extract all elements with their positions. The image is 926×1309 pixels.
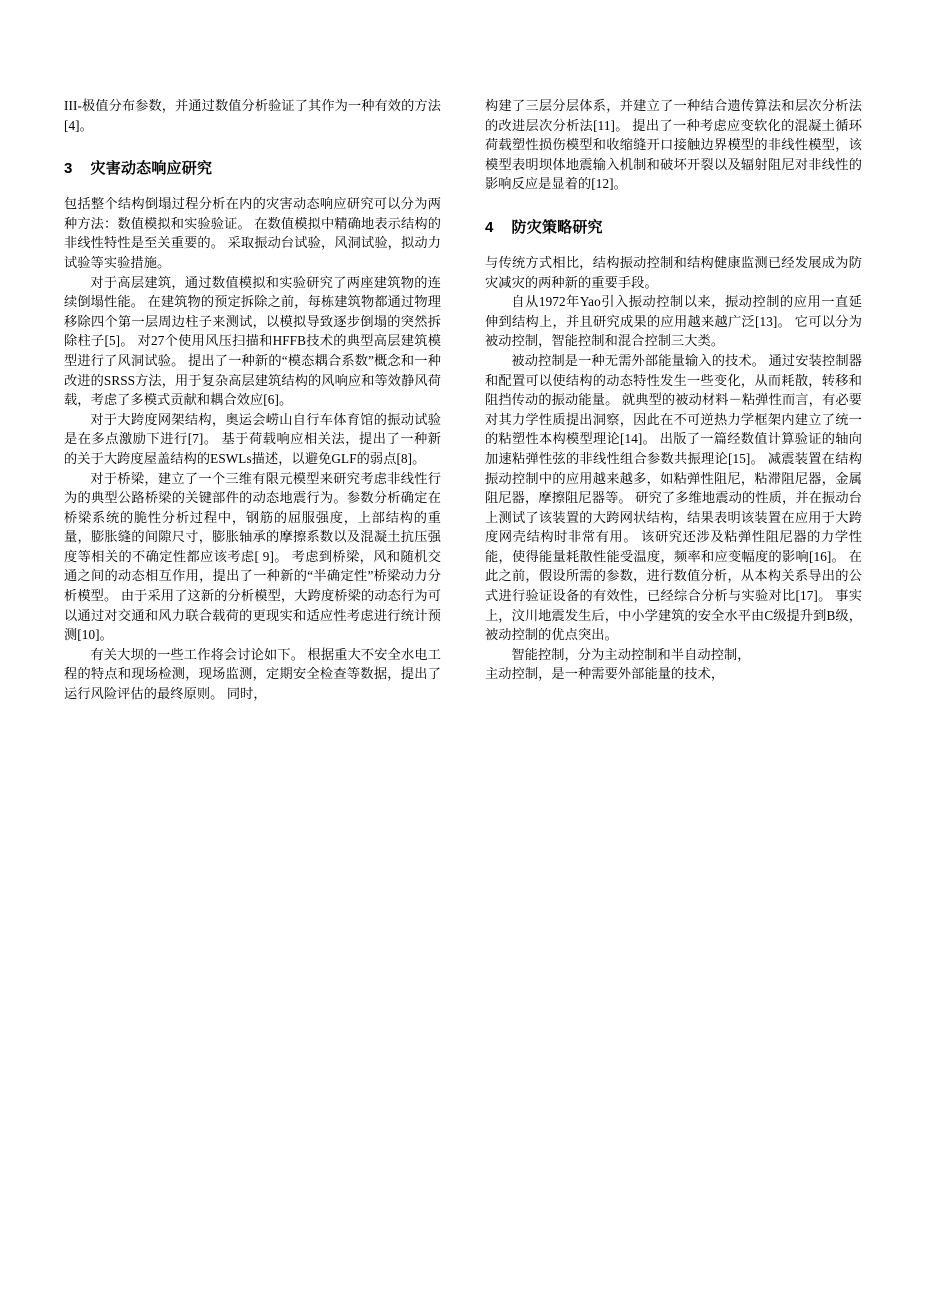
section-title-3: 灾害动态响应研究: [90, 160, 213, 178]
paragraph-s3-3: 对于桥梁，建立了一个三维有限元模型来研究考虑非线性行为的典型公路桥梁的关键部件的动态地震行为。参数分析确定在桥梁系统的脆性分析过程中，钢筋的屈服强度，上部结构的重量，膨胀缝的间隙尺寸，膨胀轴承的摩擦系数以及混凝土抗压强度等相关的不确定性都应该考虑[ 9]。 考虑到桥梁，风和随机交通之间的动态相互作用，提出了一种新的“半确定性”桥梁动力分析模型。 由于采用了这新的分析模型，大跨度桥梁的动态行为可以通过对交通和风力联合载荷的更现实和适应性考虑进行统计预测[10]。: [64, 470, 441, 643]
paragraph-s4-1: 自从1972年Yao引入振动控制以来，振动控制的应用一直延伸到结构上，并且研究成果的应用越来越广泛[13]。 它可以分为被动控制，智能控制和混合控制三大类。: [485, 294, 862, 349]
paragraph-s3-4: 有关大坝的一些工作将会讨论如下。 根据重大不安全水电工程的特点和现场检测，现场监测，定期安全检查等数据，提出了运行风险评估的最终原则。 同时，: [64, 646, 441, 702]
two-column-layout: [64, 96, 862, 704]
paragraph-s4-2: 被动控制是一种无需外部能量输入的技术。 通过安装控制器和配置可以使结构的动态特性发生一些变化，从而耗散，转移和阻挡传动的振动能量。 就典型的被动材料－粘弹性而言，有必要对其力学性质提出洞察，因此在不可逆热力学框架内建立了统一的粘塑性本构模型理论[14]。 出版了一篇经数值计算验证的轴向加速粘弹性弦的非线性组合参数共振理论[15]。 减震装置在结构振动控制中的应用越来越多，如粘弹性阻尼，粘滞阻尼器，金属阻尼器，摩擦阻尼器等。 研究了多维地震动的性质，并在振动台上测试了该装置的大跨网状结构，结果表明该装置在应用于大跨度网壳结构时非常有用。 该研究还涉及粘弹性阻尼器的力学性能，使得能量耗散性能受温度，频率和应变幅度的影响[16]。 在此之前，假设所需的参数，进行数值分析，从本构关系导出的公式进行验证设备的有效性，已经综合分析与实验对比[17]。 事实上，汶川地震发生后，中小学建筑的安全水平由C级提升到B级，被动控制的优点突出。: [485, 352, 862, 643]
section-heading-4: [485, 216, 862, 237]
section-title-4: 防灾策略研究: [511, 218, 603, 236]
paragraph-s3-2: 对于大跨度网架结构，奥运会崂山自行车体育馆的振动试验是在多点激励下进行[7]。 基于荷载响应相关法，提出了一种新的关于大跨度屋盖结构的ESWLs描述，以避免GLF的弱点[8]。: [64, 411, 441, 466]
paragraph-s4-3: 智能控制，分为主动控制和半自动控制，: [511, 646, 751, 662]
section-number-3: 3: [64, 160, 73, 178]
paragraph-continuation: 构建了三层分层体系，并建立了一种结合遗传算法和层次分析法的改进层次分析法[11]。 提出了一种考虑应变软化的混凝土循环荷载塑性损伤模型和收缩缝开口接触边界模型的非线性模型，该模型表明坝体地震输入机制和破坏开裂以及辐射阻尼对非线性的影响反应是显着的[12]。: [485, 98, 862, 192]
section-heading-3: [64, 157, 441, 178]
right-column: [485, 96, 862, 684]
section-number-4: 4: [485, 218, 494, 236]
paragraph-s4-4: 主动控制，是一种需要外部能量的技术，: [485, 666, 725, 682]
paragraph-s3-1: 对于高层建筑，通过数值模拟和实验研究了两座建筑物的连续倒塌性能。 在建筑物的预定拆除之前，每栋建筑物都通过物理移除四个第一层周边柱子来测试，以模拟导致逐步倒塌的突然拆除柱子[5]。 对27个使用风压扫描和HFFB技术的典型高层建筑模型进行了风洞试验。 提出了一种新的“模态耦合系数”概念和一种改进的SRSS方法，用于复杂高层建筑结构的风响应和等效静风荷载，考虑了多模式贡献和耦合效应[6]。: [64, 274, 441, 408]
paragraph-s3-0: 包括整个结构倒塌过程分析在内的灾害动态响应研究可以分为两种方法：数值模拟和实验验证。 在数值模拟中精确地表示结构的非线性特性是至关重要的。 采取振动台试验，风洞试验，拟动力试验等实验措施。: [64, 196, 441, 270]
paragraph-intro: III-极值分布参数，并通过数值分析验证了其作为一种有效的方法[4]。: [64, 98, 441, 133]
paragraph-s4-0: 与传统方式相比，结构振动控制和结构健康监测已经发展成为防灾减灾的两种新的重要手段。: [485, 254, 862, 290]
left-column: [64, 96, 441, 704]
